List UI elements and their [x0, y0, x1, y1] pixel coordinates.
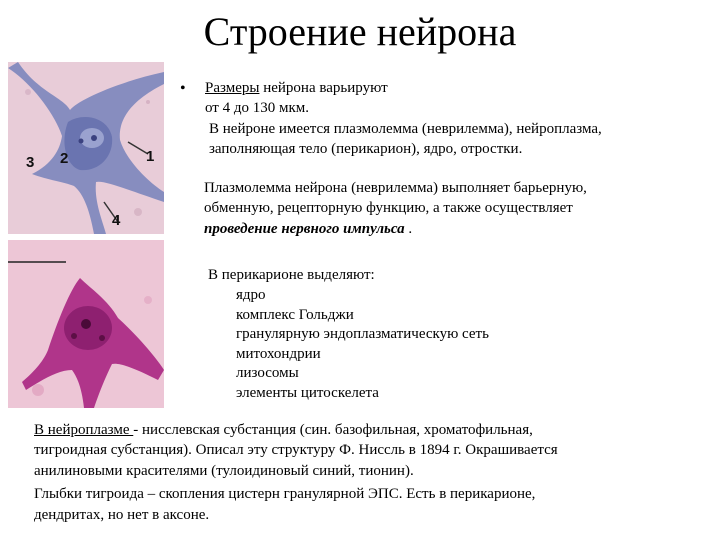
- perikaryon-heading: В перикарионе выделяют:: [208, 267, 375, 283]
- neuron-blue-image: [8, 62, 164, 234]
- para1-line2: от 4 до 130 мкм.: [205, 100, 310, 116]
- label-1: 1: [146, 148, 155, 165]
- list-item: лизосомы: [236, 365, 299, 381]
- para4-line1-rest: - нисслевская субстанция (син. базофильная, хроматофильная,: [133, 422, 533, 438]
- para1-line3: В нейроне имеется плазмолемма (неврилемма), нейроплазма,: [209, 121, 602, 137]
- list-item: комплекс Гольджи: [236, 306, 354, 323]
- list-item: митохондрии: [236, 345, 321, 362]
- para1-line1: [205, 78, 388, 98]
- label-3: 3: [26, 154, 35, 171]
- para2-line2: обменную, рецепторную функцию, а также осуществляет: [204, 200, 573, 216]
- sizes-term: Размеры: [205, 80, 260, 96]
- label-2: 2: [60, 150, 69, 167]
- para2-emphasis-tail: .: [404, 221, 413, 237]
- para4-line4: Глыбки тигроида – скопления цистерн гранулярной ЭПС. Есть в перикарионе,: [34, 486, 536, 502]
- para4-line2: тигроидная субстанция). Описал эту структуру Ф. Ниссль в 1894 г. Окрашивается: [34, 442, 558, 458]
- para2-line3: [204, 219, 412, 239]
- para1-line1-rest: нейрона варьируют: [259, 80, 388, 96]
- para4-line1: [34, 420, 533, 440]
- nerve-impulse-emphasis: проведение нервного импульса: [204, 221, 405, 237]
- neuron-micrograph-magenta: [8, 240, 164, 408]
- label-4: 4: [112, 212, 121, 229]
- para2-line1: Плазмолемма нейрона (неврилемма) выполняет барьерную,: [204, 180, 587, 196]
- para4-line3: анилиновыми красителями (тулоидиновый синий, тионин).: [34, 463, 414, 479]
- para1-line4: заполняющая тело (перикарион), ядро, отростки.: [209, 141, 523, 157]
- list-item: гранулярную эндоплазматическую сеть: [236, 326, 489, 342]
- bullet: •: [180, 80, 186, 97]
- neuroplasm-term: В нейроплазме: [34, 422, 134, 438]
- neuron-micrograph-blue: [8, 62, 164, 234]
- perikaryon-list: [236, 286, 489, 403]
- list-item: ядро: [236, 287, 266, 303]
- list-item: элементы цитоскелета: [236, 384, 379, 401]
- neuron-magenta-image: [8, 240, 164, 408]
- page-title: Строение нейрона: [203, 9, 517, 54]
- para4-line5: дендритах, но нет в аксоне.: [34, 507, 210, 523]
